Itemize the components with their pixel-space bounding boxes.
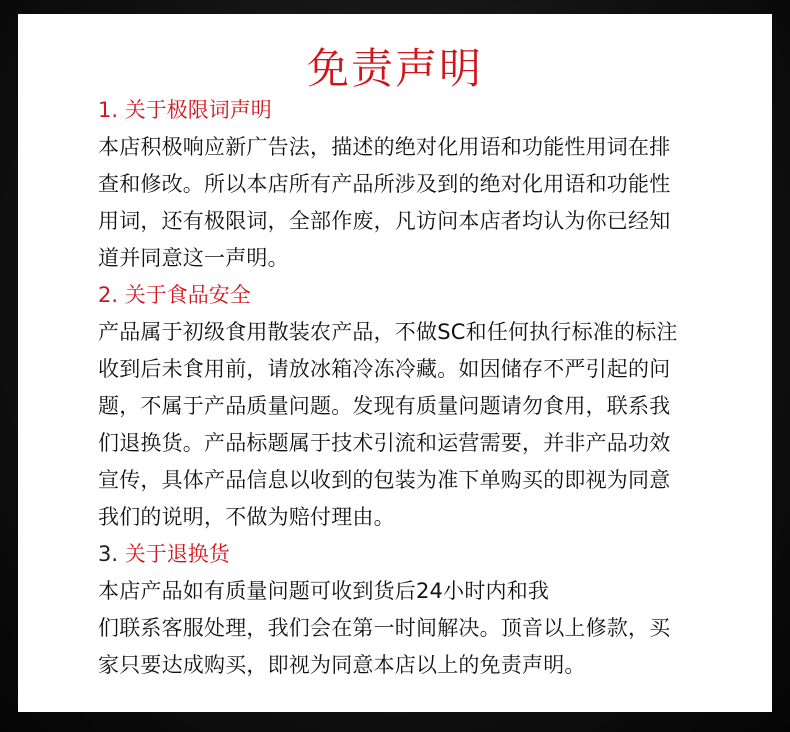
section-1-line: 道并同意这一声明。 (98, 246, 289, 270)
page-title: 免责声明 (306, 44, 483, 93)
disclaimer-content (98, 92, 718, 684)
section-1-heading (98, 92, 718, 129)
section-2-line: 我们的说明，不做为赔付理由。 (98, 505, 395, 529)
section-3-title: 关于退换货 (124, 542, 230, 566)
section-3-line: 家只要达成购买，即视为同意本店以上的免责声明。 (98, 653, 586, 677)
section-2-line: 收到后未食用前，请放冰箱冷冻冷藏。如因储存不严引起的问 (98, 357, 671, 381)
section-2-line: 产品属于初级食用散装农产品，不做SC和任何执行标准的标注 (98, 320, 678, 344)
section-1-line: 查和修改。所以本店所有产品所涉及到的绝对化用语和功能性 (98, 172, 671, 196)
section-2-title: 关于食品安全 (124, 283, 251, 307)
section-3-line: 们联系客服处理，我们会在第一时间解决。顶音以上修款，买 (98, 616, 671, 640)
section-1-title: 关于极限词声明 (124, 98, 272, 122)
section-3-line: 本店产品如有质量问题可收到货后24小时内和我 (98, 579, 550, 603)
section-2-line: 们退换货。产品标题属于技术引流和运营需要，并非产品功效 (98, 431, 671, 455)
section-2-number: 2. (98, 283, 119, 307)
section-1-line: 本店积极响应新广告法，描述的绝对化用语和功能性用词在排 (98, 135, 671, 159)
disclaimer-panel (18, 14, 772, 712)
section-1-number: 1. (98, 98, 119, 122)
section-2-line: 宣传，具体产品信息以收到的包装为准下单购买的即视为同意 (98, 468, 671, 492)
section-3-number: 3. (98, 542, 119, 566)
section-2-heading (98, 277, 718, 314)
section-2-line: 题，不属于产品质量问题。发现有质量问题请勿食用，联系我 (98, 394, 671, 418)
section-3-heading (98, 536, 718, 573)
section-1-line: 用词，还有极限词，全部作废，凡访问本店者均认为你已经知 (98, 209, 671, 233)
